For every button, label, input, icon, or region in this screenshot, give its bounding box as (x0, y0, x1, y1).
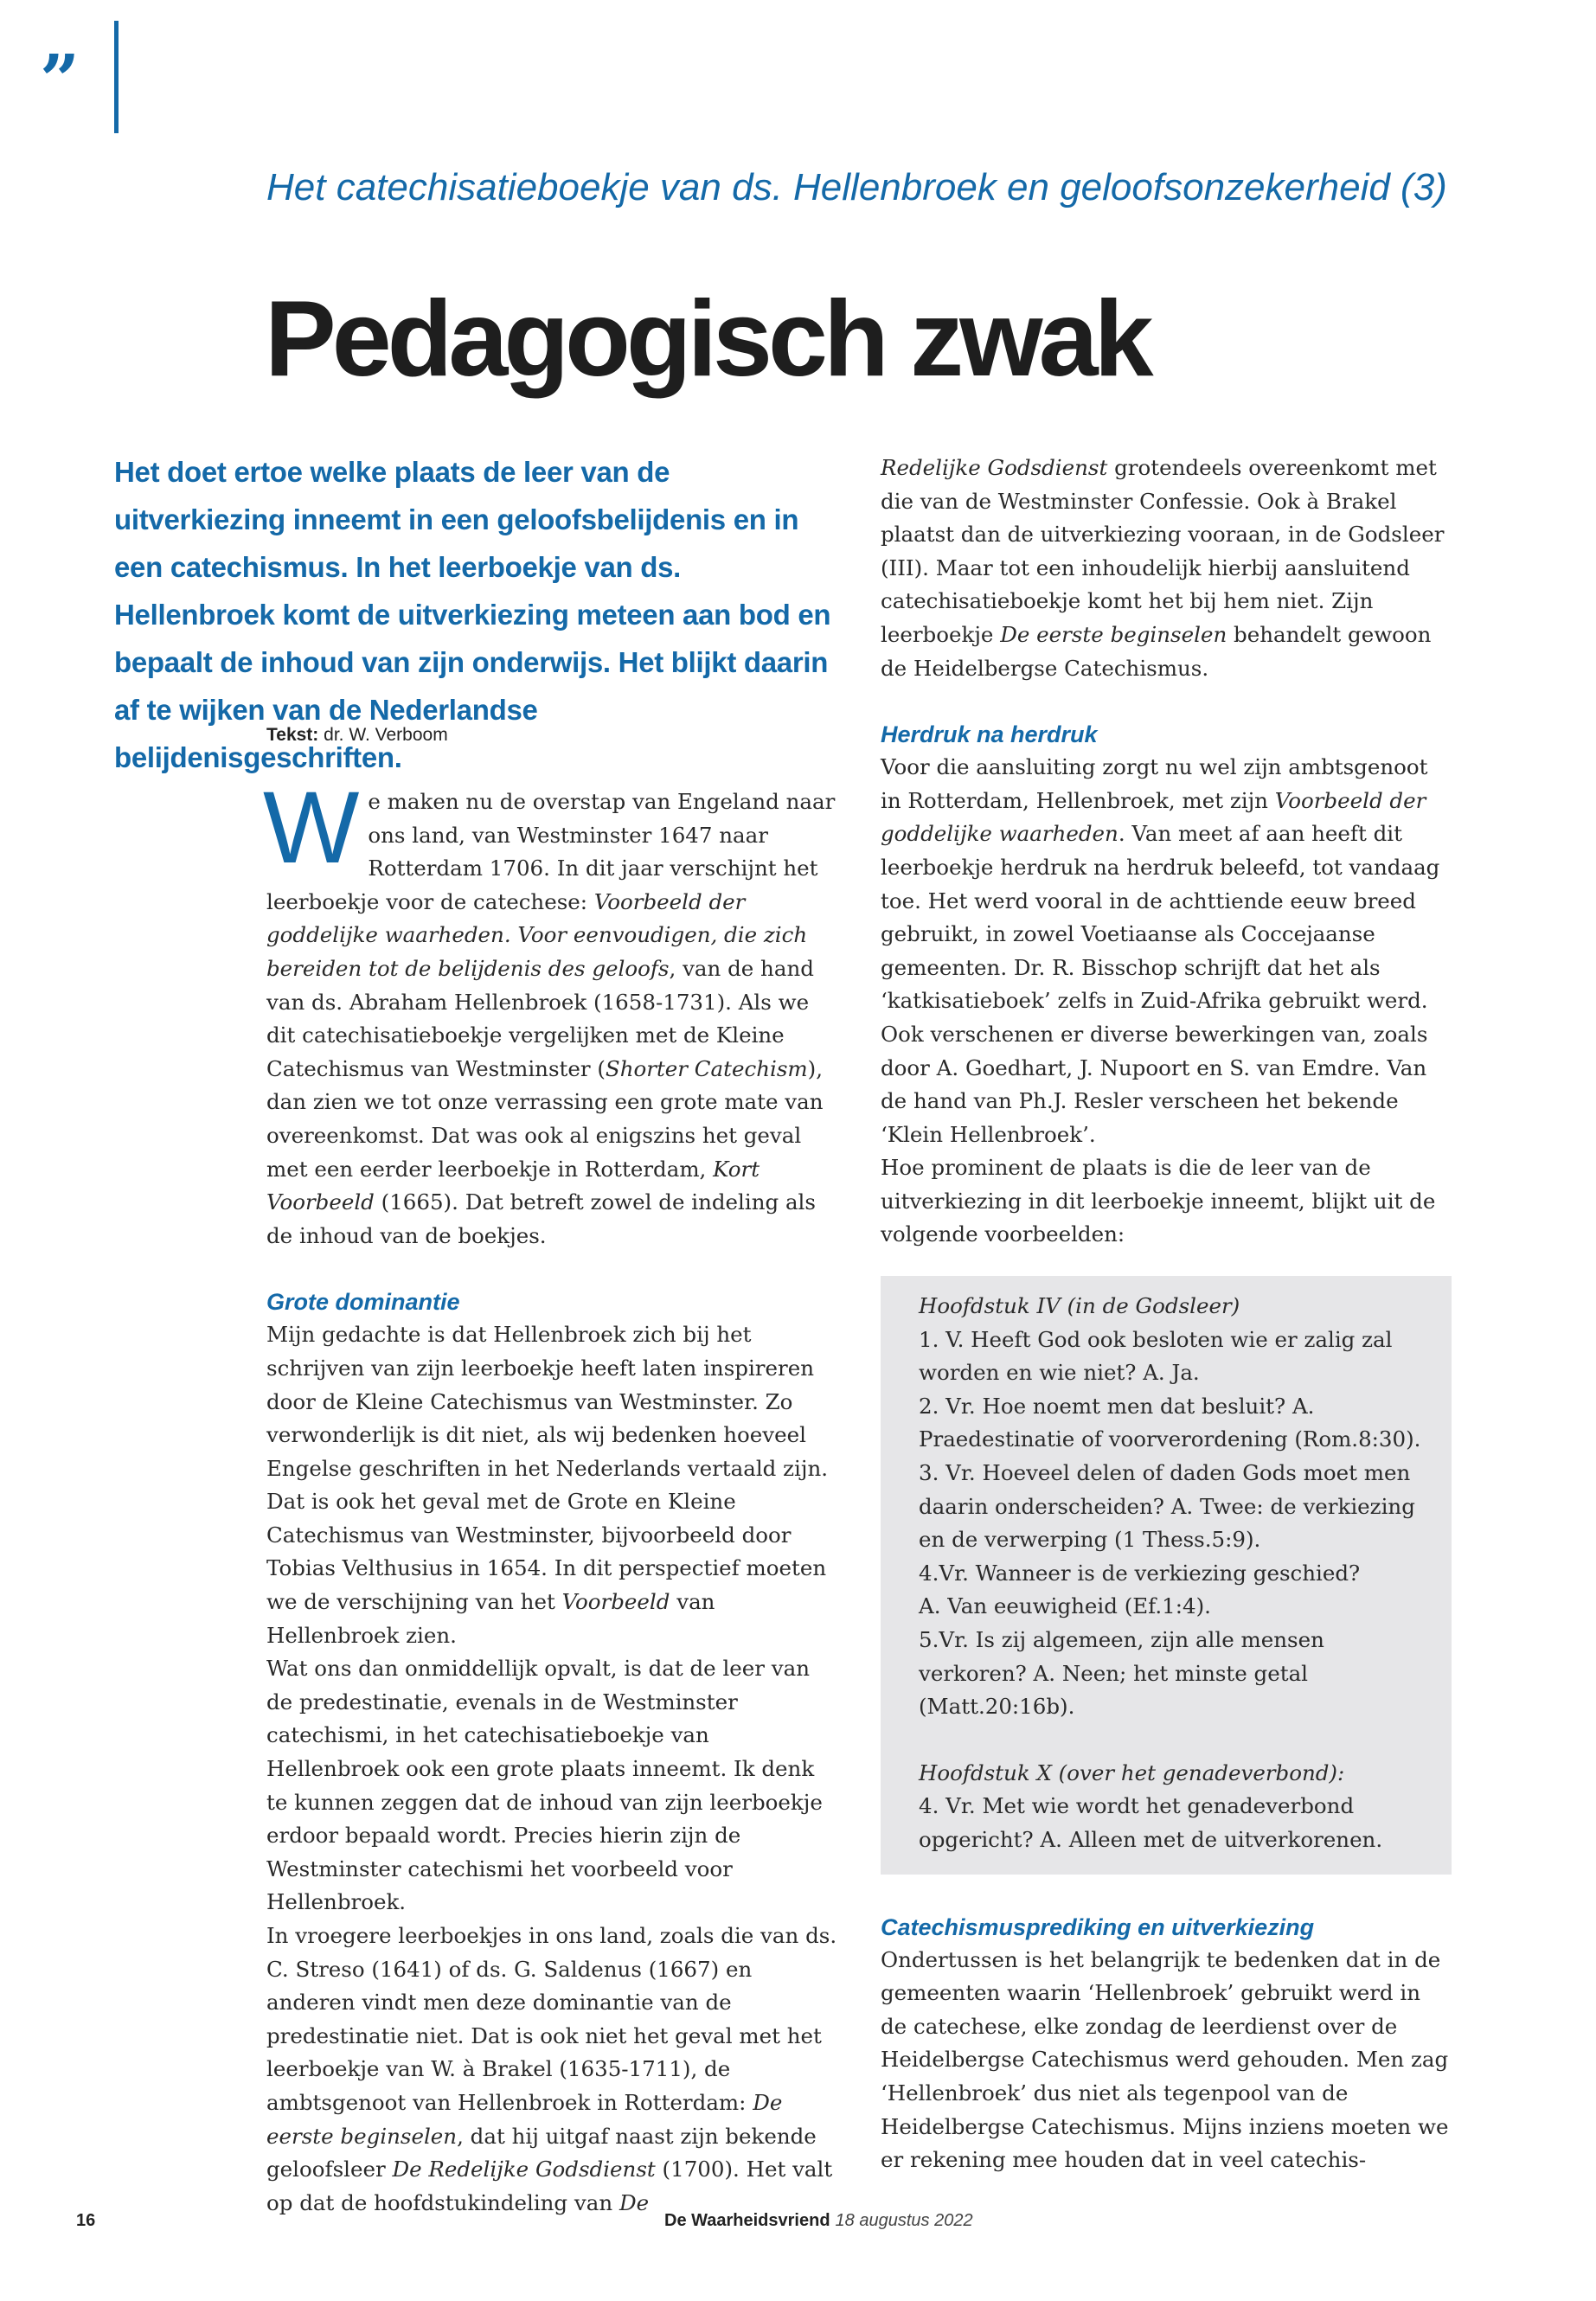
issue-date: 18 augustus 2022 (835, 2211, 973, 2230)
magazine-name: De Waarheidsvriend (664, 2211, 830, 2230)
byline-label: Tekst: (266, 725, 319, 745)
paragraph: Mijn gedachte is dat Hellenbroek zich bij het schrijven van zijn leerboekje heeft laten inspireren door de Kleine Catechismus van Westminster. Zo verwonderlijk is dit niet, als wij bedenken hoeveel Engelse geschriften in het Nederlands vertaald zijn. Dat is ook het geval met de Grote en Kleine Catechismus van Westminster, bijvoorbeeld door Tobias Velthusius in 1654. In dit perspectief moeten we de verschijning van het Voorbeeld van Hellenbroek zien. (266, 1322, 829, 1648)
article-intro: Het doet ertoe welke plaats de leer van de uitverkiezing inneemt in een geloofsbelijdenis en in een catechismus. In het leerboekje van ds. Hellenbroek komt de uitverkiezing meteen aan bod en bepaalt de inhoud van zijn onderwijs. Het blijkt daarin af te wijken van de Nederlandse belijdenisgeschriften. (114, 456, 831, 773)
dropcap: W (263, 771, 360, 885)
section-heading-herdruk: Herdruk na herdruk (881, 721, 1098, 748)
paragraph: Hoe prominent de plaats is die de leer van de uitverkiezing in dit leerboekje inneemt, blijkt uit de volgende voorbeelden: (881, 1155, 1436, 1247)
left-column (263, 771, 837, 2220)
excerpt-line: A. Van eeuwigheid (Ef.1:4). (919, 1593, 1211, 1619)
accent-bar (114, 21, 119, 133)
paragraph: Voor die aansluiting zorgt nu wel zijn ambtsgenoot in Rotterdam, Hellenbroek, met zijn Voorbeeld der goddelijke waarheden. Van meet af aan heeft dit leerboekje herdruk na herdruk beleefd, tot vandaag toe. Het werd vooral in de achttiende eeuw breed gebruikt, in zowel Voetiaanse als Coccejaanse gemeenten. Dr. R. Bisschop schrijft dat het als ‘katkisatieboek’ zelfs in Zuid-Afrika gebruikt werd. Ook verschenen er diverse bewerkingen van, zoals door A. Goedhart, J. Nupoort en S. van Emdre. Van de hand van Ph.J. Resler verscheen het bekende ‘Klein Hellenbroek’. (881, 754, 1440, 1147)
section-heading-grote-dominantie: Grote dominantie (266, 1289, 460, 1316)
right-column (881, 452, 1452, 2177)
quote-icon: ” (40, 39, 80, 120)
paragraph: Ondertussen is het belangrijk te bedenken dat in de gemeenten waarin ‘Hellenbroek’ gebruikt werd in de catechese, elke zondag de leerdienst over de Heidelbergse Catechismus werd gehouden. Men zag ‘Hellenbroek’ dus niet als tegenpool van de Heidelbergse Catechismus. Mijns inziens moeten we er rekening mee houden dat in veel catechis- (881, 1946, 1449, 2173)
footer-publication (664, 2211, 973, 2231)
article-title: Pedagogisch zwak (265, 279, 1150, 399)
excerpt-line: 1. V. Heeft God ook besloten wie er zalig zal worden en wie niet? A. Ja. (919, 1326, 1393, 1386)
paragraph: In vroegere leerboekjes in ons land, zoals die van ds. C. Streso (1641) of ds. G. Saldenus (1667) en anderen vindt men deze dominantie van de predestinatie niet. Dat is ook niet het geval met het leerboekje van W. à Brakel (1635-1711), de ambtsgenoot van Hellenbroek in Rotterdam: De eerste beginselen, dat hij uitgaf naast zijn bekende geloofsleer De Redelijke Godsdienst (1700). Het valt op dat de hoofdstukindeling van De (266, 1923, 837, 2215)
excerpt-line: 4.Vr. Wanneer is de verkiezing geschied? (919, 1560, 1361, 1586)
excerpt-heading: Hoofdstuk X (over het genadeverbond): (919, 1759, 1345, 1785)
paragraph: Redelijke Godsdienst grotendeels overeenkomt met die van de Westminster Confessie. Ook à Brakel plaatst dan de uitverkiezing vooraan, in de Godsleer (III). Maar tot een inhoudelijk hierbij aansluitend catechisatieboekje komt het bij hem niet. Zijn leerboekje De eerste beginselen behandelt gewoon de Heidelbergse Catechismus. (881, 455, 1445, 681)
page-number: 16 (76, 2211, 96, 2230)
excerpt-line: 2. Vr. Hoe noemt men dat besluit? A. Praedestinatie of voorverordening (Rom.8:30). (919, 1393, 1421, 1452)
excerpt-line: 4. Vr. Met wie wordt het genadeverbond opgericht? A. Alleen met de uitverkorenen. (919, 1793, 1383, 1852)
byline (266, 725, 448, 746)
paragraph: We maken nu de overstap van Engeland naar ons land, van Westminster 1647 naar Rotterdam 1706. In dit jaar verschijnt het leerboekje voor de catechese: Voorbeeld der goddelijke waarheden. Voor eenvoudigen, die zich bereiden tot de belijdenis des geloofs, van de hand van ds. Abraham Hellenbroek (1658-1731). Als we dit catechisatieboekje vergelijken met de Kleine Catechismus van Westminster (Shorter Catechism), dan zien we tot onze verrassing een grote mate van overeenkomst. Dat was ook al enigszins het geval met een eerder leerboekje in Rotterdam, Kort Voorbeeld (1665). Dat betreft zowel de indeling als de inhoud van de boekjes. (263, 771, 836, 1248)
article-subtitle: Het catechisatieboekje van ds. Hellenbroek en geloofsonzekerheid (3) (266, 166, 1447, 208)
excerpt-line: 5.Vr. Is zij algemeen, zijn alle mensen verkoren? A. Neen; het minste getal (Matt.20:16b). (919, 1627, 1324, 1720)
section-heading-catechismusprediking: Catechismusprediking en uitverkiezing (881, 1913, 1315, 1940)
paragraph: Wat ons dan onmiddellijk opvalt, is dat de leer van de predestinatie, evenals in de Westminster catechismi, in het catechisatieboekje van Hellenbroek ook een grote plaats inneemt. Ik denk te kunnen zeggen dat de inhoud van zijn leerboekje erdoor bepaald wordt. Precies hierin zijn de Westminster catechismi het voorbeeld voor Hellenbroek. (266, 1656, 823, 1915)
byline-author: dr. W. Verboom (324, 725, 448, 745)
catechism-excerpt-box (881, 1276, 1452, 1875)
excerpt-line: 3. Vr. Hoeveel delen of daden Gods moet men daarin onderscheiden? A. Twee: de verkiezing en de verwerping (1 Thess.5:9). (919, 1460, 1415, 1553)
excerpt-heading: Hoofdstuk IV (in de Godsleer) (919, 1293, 1240, 1319)
